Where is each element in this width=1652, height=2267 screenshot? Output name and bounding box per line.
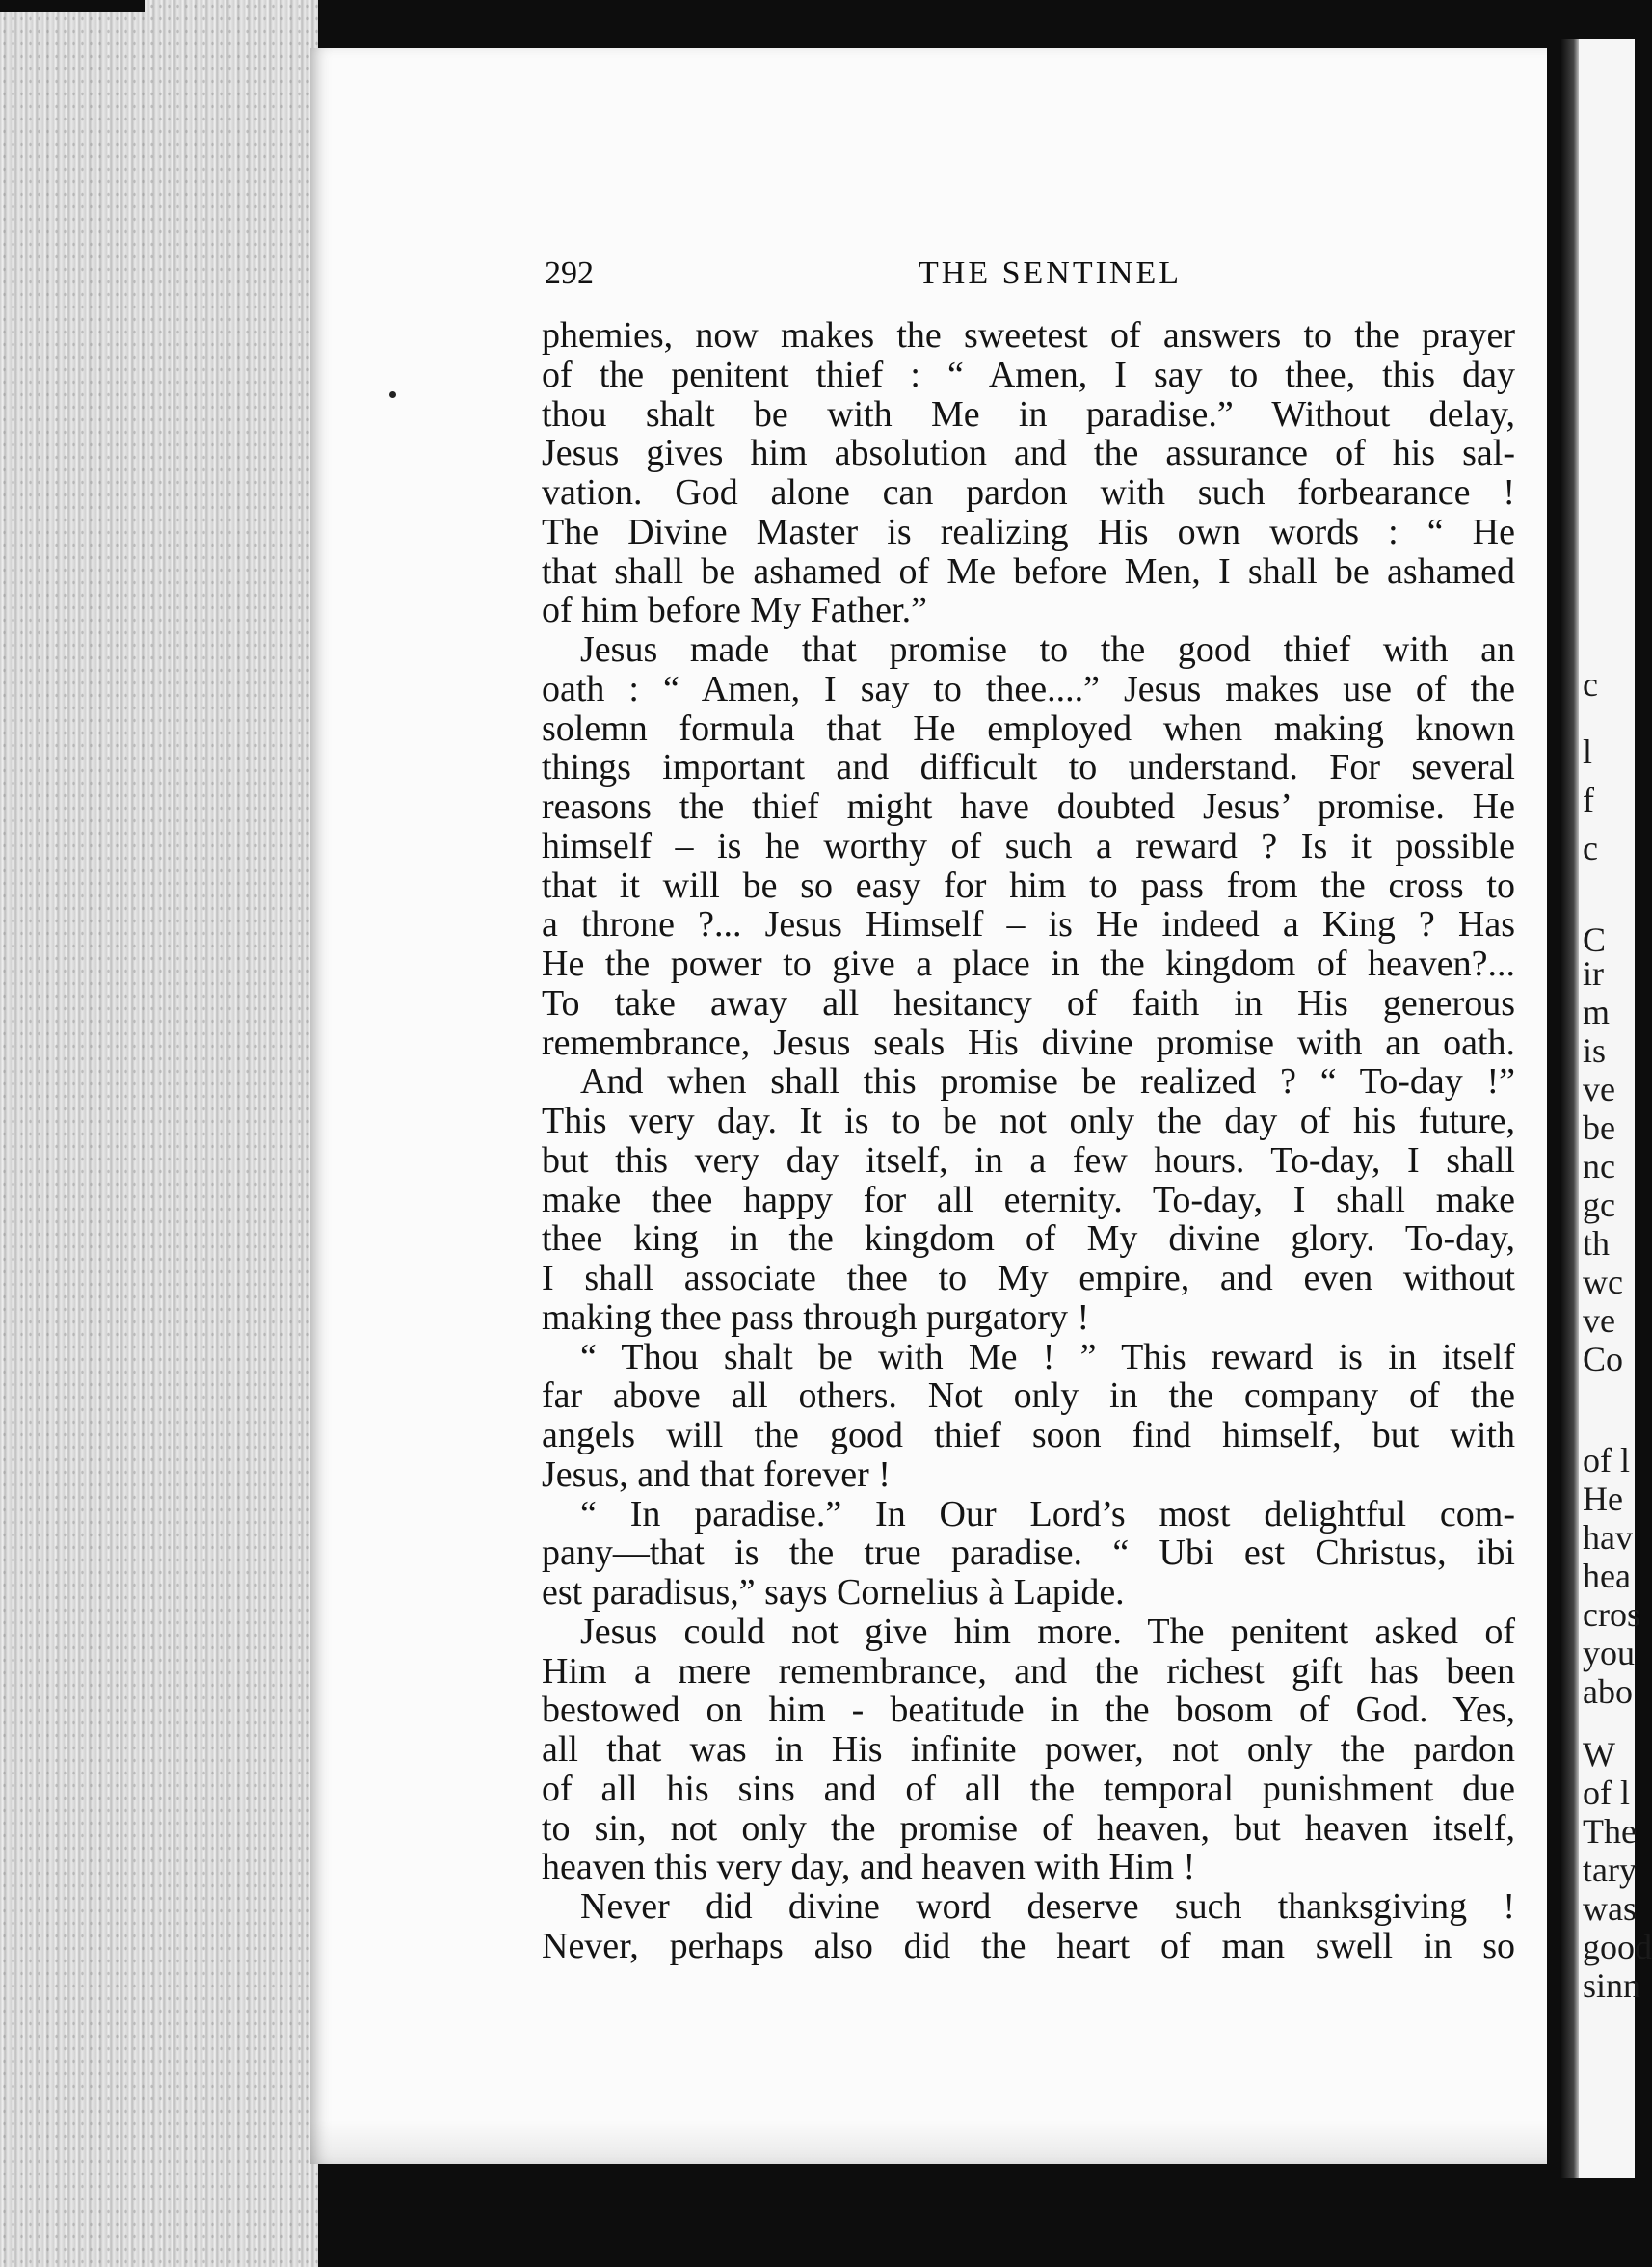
facing-page-fragment: was (1583, 1889, 1637, 1928)
gutter-shadow (1561, 39, 1579, 2178)
body-text (542, 316, 1515, 1966)
facing-page-fragment: W (1583, 1735, 1615, 1774)
page-number: 292 (545, 255, 594, 291)
facing-page-fragment: gc (1583, 1186, 1615, 1224)
text-line: “ Thou shalt be with Me ! ” This reward is in itself (580, 1336, 1515, 1377)
facing-page-fragment: nc (1583, 1147, 1615, 1186)
scan-border-top (0, 0, 145, 12)
text-line: Jesus could not give him more. The penitent asked of (580, 1611, 1515, 1652)
text-line: that shall be ashamed of Me before Men, I shall be ashamed (542, 550, 1515, 592)
text-line: thou shalt be with Me in paradise.” Without delay, (542, 393, 1515, 435)
text-line: The Divine Master is realizing His own words : “ He (542, 511, 1515, 552)
facing-page-fragment: abo (1583, 1672, 1633, 1711)
text-line: This very day. It is to be not only the day of his future, (542, 1101, 1515, 1141)
text-line: Him a mere remembrance, and the richest gift has been (542, 1650, 1515, 1692)
text-line: far above all others. Not only in the company of the (542, 1375, 1515, 1417)
text-line: that it will be so easy for him to pass from the cross to (542, 865, 1515, 906)
facing-page-fragment: of l (1583, 1441, 1630, 1480)
page-edge-stack (0, 0, 318, 2267)
text-line: And when shall this promise be realized ? “ To-day !” (580, 1061, 1515, 1103)
facing-page-fragment: c (1583, 665, 1598, 704)
text-line: Jesus, and that forever ! (542, 1454, 891, 1495)
facing-page-fragment: Co (1583, 1340, 1624, 1378)
facing-page-fragment: tary (1583, 1851, 1637, 1889)
facing-page-fragment: ve (1583, 1070, 1615, 1108)
facing-page-fragment: is (1583, 1031, 1607, 1070)
facing-page-fragment: hav (1583, 1518, 1633, 1557)
facing-page-fragment: wc (1583, 1263, 1623, 1301)
text-line: all that was in His infinite power, not only the pardon (542, 1729, 1515, 1770)
text-line: I shall associate thee to My empire, and even without (542, 1258, 1515, 1298)
text-line: to sin, not only the promise of heaven, but heaven itself, (542, 1807, 1515, 1849)
text-line: of him before My Father.” (542, 590, 927, 631)
text-line: angels will the good thief soon find himself, but with (542, 1415, 1515, 1455)
text-line: oath : “ Amen, I say to thee....” Jesus makes use of the (542, 668, 1515, 709)
facing-page-fragment: hea (1583, 1557, 1631, 1595)
running-header (545, 255, 1508, 302)
text-line: Never, perhaps also did the heart of man swell in so (542, 1925, 1515, 1966)
text-line: est paradisus,” says Cornelius à Lapide. (542, 1572, 1125, 1613)
text-line: vation. God alone can pardon with such forbearance ! (542, 472, 1515, 513)
text-line: pany—that is the true paradise. “ Ubi est Christus, ibi (542, 1533, 1515, 1574)
ink-speck (389, 391, 396, 398)
text-line: making thee pass through purgatory ! (542, 1296, 1090, 1338)
facing-page-fragment: cros (1583, 1595, 1640, 1634)
text-line: remembrance, Jesus seals His divine promise with an oath. (542, 1022, 1515, 1063)
facing-page-fragment: be (1583, 1108, 1615, 1147)
facing-page-fragment: l (1583, 733, 1593, 771)
facing-page-fragment: f (1583, 781, 1594, 819)
text-line: phemies, now makes the sweetest of answers to the prayer (542, 315, 1515, 356)
text-line: bestowed on him - beatitude in the bosom of God. Yes, (542, 1690, 1515, 1731)
facing-page-fragment: The (1583, 1812, 1637, 1851)
page-bottom-shadow (310, 2120, 1547, 2164)
facing-page-fragment: m (1583, 993, 1611, 1031)
text-line: thee king in the kingdom of My divine glory. To-day, (542, 1218, 1515, 1260)
text-line: To take away all hesitancy of faith in His generous (542, 982, 1515, 1024)
text-line: Never did divine word deserve such thanksgiving ! (580, 1886, 1515, 1927)
text-line: make thee happy for all eternity. To-day, I shall make (542, 1179, 1515, 1220)
facing-page-fragment: you (1583, 1634, 1635, 1672)
facing-page (1561, 39, 1652, 2178)
text-line: of all his sins and of all the temporal punishment due (542, 1768, 1515, 1809)
text-line: but this very day itself, in a few hours. To-day, I shall (542, 1139, 1515, 1181)
text-line: a throne ?... Jesus Himself – is He indeed a King ? Has (542, 904, 1515, 946)
text-line: himself – is he worthy of such a reward ? Is it possible (542, 825, 1515, 867)
facing-page-fragment: He (1583, 1480, 1623, 1518)
facing-page-fragment: of l (1583, 1774, 1630, 1812)
text-line: “ In paradise.” In Our Lord’s most delightful com- (580, 1493, 1515, 1534)
text-line: things important and difficult to understand. For several (542, 747, 1515, 788)
facing-page-fragment: good (1583, 1928, 1652, 1966)
running-title: THE SENTINEL (919, 255, 1183, 291)
text-line: Jesus gives him absolution and the assurance of his sal- (542, 433, 1515, 474)
facing-page-fragment: ir (1583, 954, 1604, 993)
facing-page-fragment: sinn (1583, 1966, 1641, 2005)
facing-page-fragment: ve (1583, 1301, 1615, 1340)
facing-page-fragment: th (1583, 1224, 1611, 1263)
text-line: heaven this very day, and heaven with Him ! (542, 1847, 1196, 1888)
text-line: Jesus made that promise to the good thief with an (580, 629, 1515, 670)
text-line: He the power to give a place in the kingdom of heaven?... (542, 944, 1515, 984)
text-line: of the penitent thief : “ Amen, I say to thee, this day (542, 354, 1515, 395)
text-line: reasons the thief might have doubted Jesus’ promise. He (542, 787, 1515, 827)
text-line: solemn formula that He employed when making known (542, 707, 1515, 749)
facing-page-fragment: C (1583, 920, 1607, 959)
facing-page-fragment: c (1583, 829, 1598, 867)
